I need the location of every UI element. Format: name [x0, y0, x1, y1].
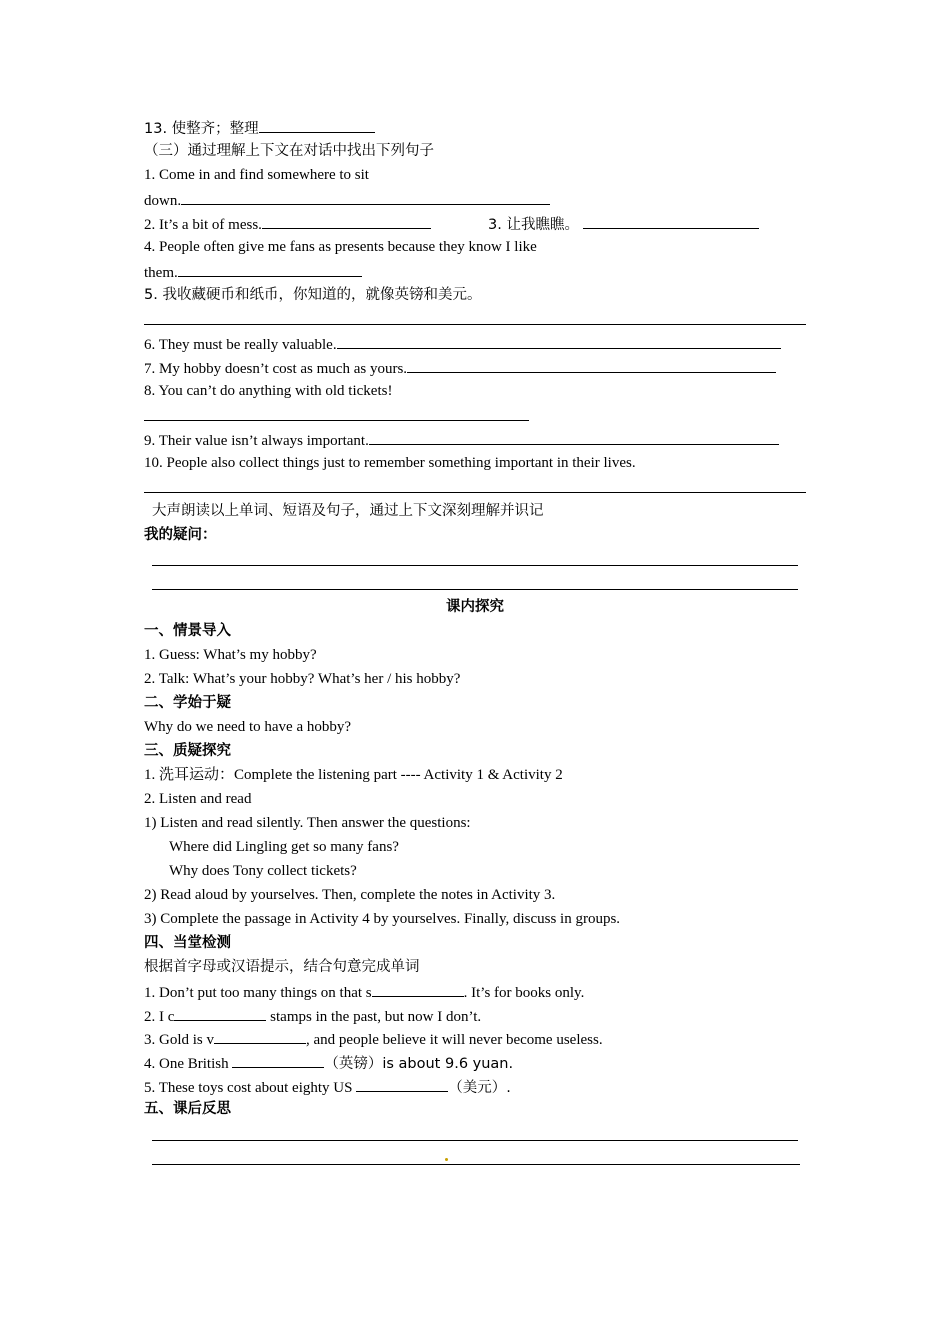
answer-blank[interactable] [407, 357, 776, 373]
sentence-4-line-b: them. [144, 261, 362, 283]
answer-blank[interactable] [232, 1052, 324, 1068]
answer-blank[interactable] [174, 1005, 266, 1021]
stray-mark [445, 1158, 448, 1161]
sentence-3: 3. 让我瞧瞧。 [488, 213, 759, 235]
part-1-title: 一、情景导入 [144, 623, 231, 639]
part-2-title: 二、学始于疑 [144, 695, 231, 711]
sentence-2: 2. It’s a bit of mess. [144, 213, 431, 235]
part-3-question-b: Why does Tony collect tickets? [169, 863, 357, 879]
part-1-question-1: 1. Guess: What’s my hobby? [144, 647, 317, 663]
answer-blank[interactable] [372, 981, 464, 997]
answer-blank[interactable] [178, 261, 362, 277]
reflection-line[interactable] [152, 1164, 800, 1165]
item-13: 13. 使整齐；整理 [144, 117, 375, 139]
sentence-6: 6. They must be really valuable. [144, 333, 781, 355]
part-4-title: 四、当堂检测 [144, 935, 231, 951]
part-3-question-a: Where did Lingling get so many fans? [169, 839, 399, 855]
exercise-1: 1. Don’t put too many things on that s . It’s for books only. [144, 981, 584, 1003]
reflection-line[interactable] [152, 1140, 798, 1141]
part-3-task-2: 2) Read aloud by yourselves. Then, complete the notes in Activity 3. [144, 887, 556, 903]
part-3-task-1: 1) Listen and read silently. Then answer the questions: [144, 815, 471, 831]
exercise-5: 5. These toys cost about eighty US （美元）. [144, 1076, 511, 1098]
exercise-2: 2. I c stamps in the past, but now I don’t. [144, 1005, 481, 1027]
my-questions-label: 我的疑问： [144, 527, 217, 543]
section-3-title: （三）通过理解上下文在对话中找出下列句子 [144, 143, 434, 159]
part-5-title: 五、课后反思 [144, 1101, 231, 1117]
question-line[interactable] [152, 565, 798, 566]
answer-blank[interactable] [214, 1028, 306, 1044]
sentence-4-line-a: 4. People often give me fans as presents because they know I like [144, 239, 537, 255]
answer-line[interactable] [144, 492, 806, 493]
sentence-10: 10. People also collect things just to remember something important in their lives. [144, 455, 636, 471]
answer-blank[interactable] [181, 189, 550, 205]
part-3-step-2: 2. Listen and read [144, 791, 252, 807]
question-line[interactable] [152, 589, 798, 590]
read-aloud-instruction: 大声朗读以上单词、短语及句子，通过上下文深刻理解并识记 [152, 503, 544, 519]
part-3-step-1: 1. 洗耳运动：Complete the listening part ---- Activity 1 & Activity 2 [144, 767, 563, 783]
section-title: 课内探究 [446, 599, 504, 615]
answer-blank[interactable] [583, 213, 759, 229]
part-1-question-2: 2. Talk: What’s your hobby? What’s her / his hobby? [144, 671, 461, 687]
exercise-4: 4. One British （英镑）is about 9.6 yuan. [144, 1052, 513, 1074]
answer-blank[interactable] [356, 1076, 448, 1092]
answer-blank[interactable] [369, 429, 779, 445]
sentence-7: 7. My hobby doesn’t cost as much as yours. [144, 357, 776, 379]
answer-line[interactable] [144, 324, 806, 325]
sentence-9: 9. Their value isn’t always important. [144, 429, 779, 451]
sentence-5: 5. 我收藏硬币和纸币，你知道的，就像英镑和美元。 [144, 287, 482, 303]
part-4-instruction: 根据首字母或汉语提示，结合句意完成单词 [144, 959, 420, 975]
answer-blank[interactable] [262, 213, 431, 229]
answer-line[interactable] [144, 420, 529, 421]
sentence-8: 8. You can’t do anything with old tickets! [144, 383, 393, 399]
part-3-task-3: 3) Complete the passage in Activity 4 by yourselves. Finally, discuss in groups. [144, 911, 621, 927]
answer-blank[interactable] [259, 117, 375, 133]
sentence-1-line-a: 1. Come in and find somewhere to sit [144, 167, 369, 183]
sentence-1-line-b: down. [144, 189, 550, 211]
part-3-title: 三、质疑探究 [144, 743, 231, 759]
part-2-question: Why do we need to have a hobby? [144, 719, 352, 735]
answer-blank[interactable] [337, 333, 781, 349]
exercise-3: 3. Gold is v , and people believe it will never become useless. [144, 1028, 603, 1050]
